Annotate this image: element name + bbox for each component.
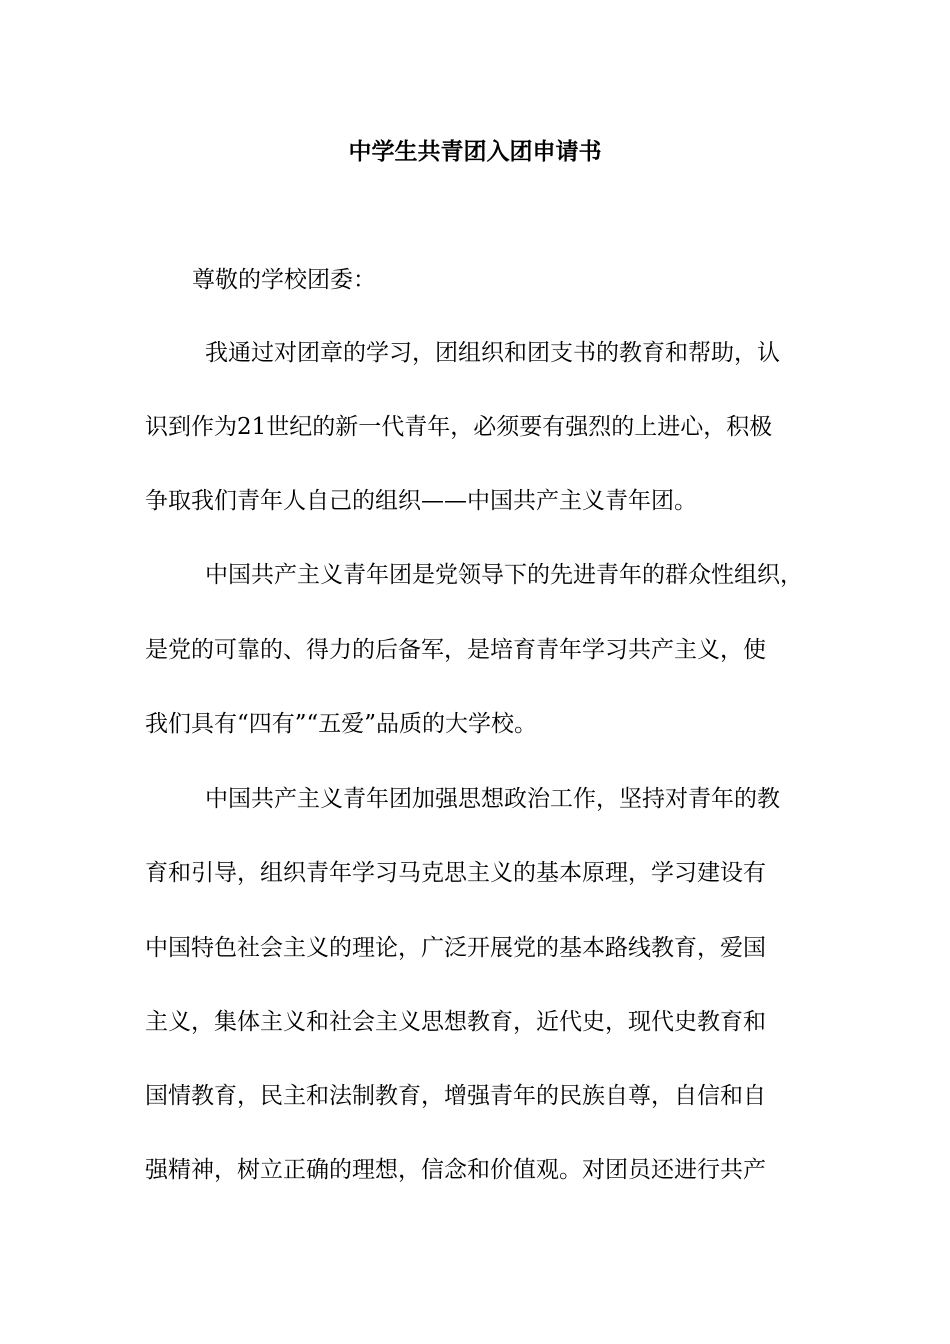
paragraph-line: 主义，集体主义和社会主义思想教育，近代史，现代史教育和: [145, 1009, 766, 1035]
paragraph-line: 国情教育，民主和法制教育，增强青年的民族自尊，自信和自: [145, 1083, 766, 1109]
paragraph-line: 中国共产主义青年团是党领导下的先进青年的群众性组织，: [205, 562, 803, 588]
document-title: 中学生共青团入团申请书: [348, 139, 602, 165]
paragraph-line: 育和引导，组织青年学习马克思主义的基本原理，学习建设有: [145, 860, 766, 886]
paragraph-line: 争取我们青年人自己的组织——中国共产主义青年团。: [145, 488, 697, 514]
paragraph-line: 中国共产主义青年团加强思想政治工作，坚持对青年的教: [205, 786, 780, 812]
paragraph-line: 我们具有“四有”“五爱”品质的大学校。: [145, 711, 538, 737]
salutation: 尊敬的学校团委：: [192, 267, 376, 293]
paragraph-line: 强精神，树立正确的理想，信念和价值观。对团员还进行共产: [145, 1157, 766, 1183]
paragraph-line: 识到作为21世纪的新一代青年，必须要有强烈的上进心，积极: [145, 414, 773, 440]
paragraph-line: 是党的可靠的、得力的后备军，是培育青年学习共产主义，使: [145, 637, 766, 663]
paragraph-line: 中国特色社会主义的理论，广泛开展党的基本路线教育，爱国: [145, 935, 766, 961]
paragraph-line: 我通过对团章的学习，团组织和团支书的教育和帮助，认: [205, 340, 780, 366]
